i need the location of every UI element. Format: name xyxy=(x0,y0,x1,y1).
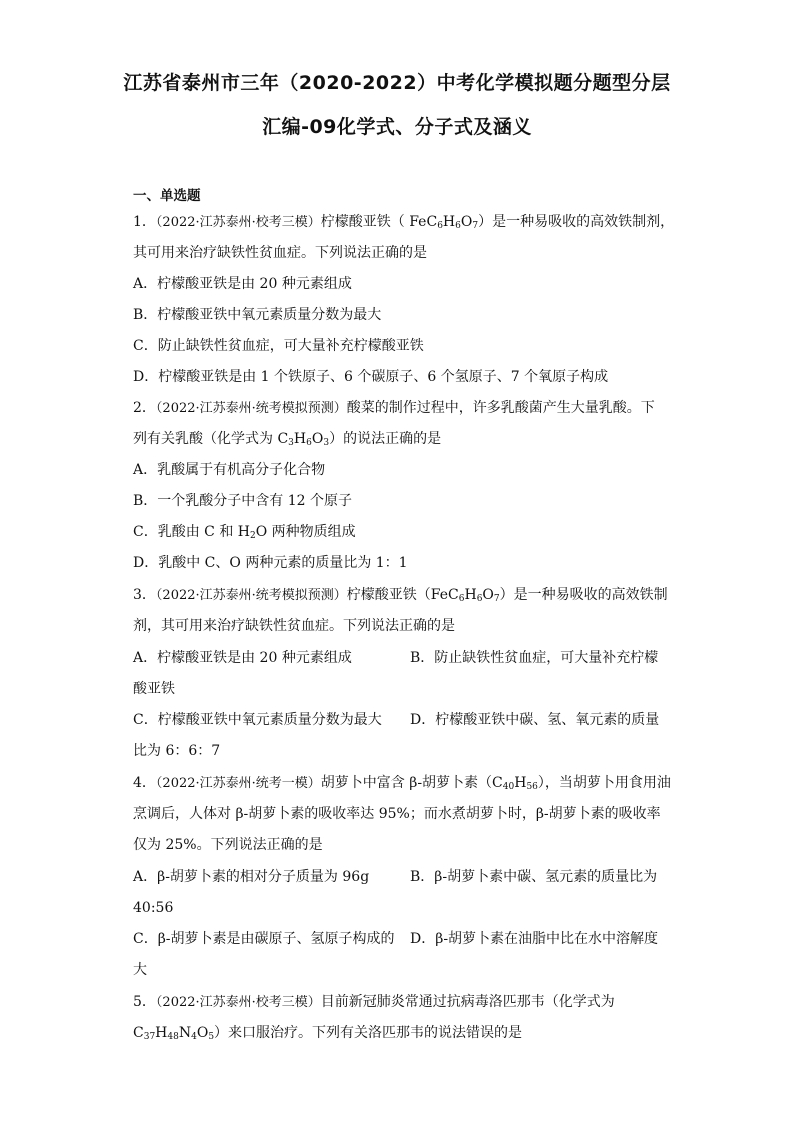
question-3-stem: 3．（2022·江苏泰州·统考模拟预测）柠檬酸亚铁$(FeC_6H_6O_7)$是一种易吸收的高效铁制 xyxy=(133,587,668,604)
question-source: （2022·江苏泰州·校考三模） xyxy=(155,995,321,1010)
question-1-stem: 1．（2022·江苏泰州·校考三模）柠檬酸亚铁（ $FeC_6H_6O_7$）是一种易吸收的高效铁制剂， xyxy=(133,214,675,231)
question-source: （2022·江苏泰州·统考模拟预测） xyxy=(155,588,347,603)
question-5-stem: 5．（2022·江苏泰州·校考三模）目前新冠肺炎常通过抗病毒洛匹那韦（化学式为 xyxy=(133,994,615,1010)
question-1-option-b: B．柠檬酸亚铁中氧元素质量分数为最大 xyxy=(133,307,382,323)
question-4-option-d: D．β-胡萝卜素在油脂中比在水中溶解度 xyxy=(410,931,659,947)
question-number: 4． xyxy=(133,775,156,791)
question-4-stem-line-3: 仅为 25%。下列说法正确的是 xyxy=(133,837,323,853)
question-3-option-d: D．柠檬酸亚铁中碳、氢、氧元素的质量 xyxy=(410,712,660,728)
question-1-option-a: A．柠檬酸亚铁是由 20 种元素组成 xyxy=(133,276,352,292)
question-1-option-c: C．防止缺铁性贫血症，可大量补充柠檬酸亚铁 xyxy=(133,338,424,354)
question-4-stem-line-2: 烹调后，人体对 β-胡萝卜素的吸收率达 95%；而水煮胡萝卜时，β-胡萝卜素的吸收率 xyxy=(133,806,661,822)
question-3-option-b-cont: 酸亚铁 xyxy=(133,681,175,697)
question-source: （2022·江苏泰州·统考一模） xyxy=(155,776,321,791)
question-4-option-b: B．β-胡萝卜素中碳、氢元素的质量比为 xyxy=(410,869,658,885)
section-heading: 一、单选题 xyxy=(133,188,201,204)
question-number: 3． xyxy=(133,587,156,603)
question-3-option-c: C．柠檬酸亚铁中氧元素质量分数为最大 xyxy=(133,712,382,728)
question-2-option-c: C．乳酸由 C 和 $H_2O$ 两种物质组成 xyxy=(133,524,356,541)
question-4-option-a: A．β-胡萝卜素的相对分子质量为 96g xyxy=(133,869,370,885)
question-source: （2022·江苏泰州·校考三模） xyxy=(155,215,321,230)
question-4-stem: 4．（2022·江苏泰州·统考一模）胡萝卜中富含 β-胡萝卜素$(C_{40}H_{56})$，当胡萝卜用食用油 xyxy=(133,775,671,792)
question-1-stem-line-2: 其可用来治疗缺铁性贫血症。下列说法正确的是 xyxy=(133,245,427,261)
question-3-option-a: A．柠檬酸亚铁是由 20 种元素组成 xyxy=(133,650,352,666)
question-2-stem: 2．（2022·江苏泰州·统考模拟预测）酸菜的制作过程中，许多乳酸菌产生大量乳酸。下 xyxy=(133,400,655,416)
document-title-line-1: 江苏省泰州市三年（2020-2022）中考化学模拟题分题型分层 xyxy=(123,72,671,94)
question-number: 5． xyxy=(133,994,156,1010)
question-2-option-b: B．一个乳酸分子中含有 12 个原子 xyxy=(133,493,353,509)
question-2-option-d: D．乳酸中 C、O 两种元素的质量比为 1：1 xyxy=(133,555,408,571)
question-4-option-b-cont: 40:56 xyxy=(133,900,174,916)
question-3-option-d-cont: 比为 6：6：7 xyxy=(133,743,221,759)
question-4-option-c: C．β-胡萝卜素是由碳原子、氢原子构成的 xyxy=(133,931,395,947)
question-number: 2． xyxy=(133,400,156,416)
question-source: （2022·江苏泰州·统考模拟预测） xyxy=(155,401,347,416)
question-5-stem-line-2: $C_{37}H_{48}N_4O_5$）来口服治疗。下列有关洛匹那韦的说法错误的是 xyxy=(133,1025,523,1042)
question-1-option-d: D．柠檬酸亚铁是由 1 个铁原子、6 个碳原子、6 个氢原子、7 个氧原子构成 xyxy=(133,369,609,385)
document-title-line-2: 汇编-09化学式、分子式及涵义 xyxy=(262,116,532,138)
question-2-stem-line-2: 列有关乳酸（化学式为 $C_3H_6O_3$）的说法正确的是 xyxy=(133,431,442,448)
question-number: 1． xyxy=(133,214,156,230)
question-4-option-d-cont: 大 xyxy=(133,962,147,978)
question-3-stem-line-2: 剂，其可用来治疗缺铁性贫血症。下列说法正确的是 xyxy=(133,618,455,634)
question-2-option-a: A．乳酸属于有机高分子化合物 xyxy=(133,462,326,478)
question-3-option-b: B．防止缺铁性贫血症，可大量补充柠檬 xyxy=(410,650,659,666)
